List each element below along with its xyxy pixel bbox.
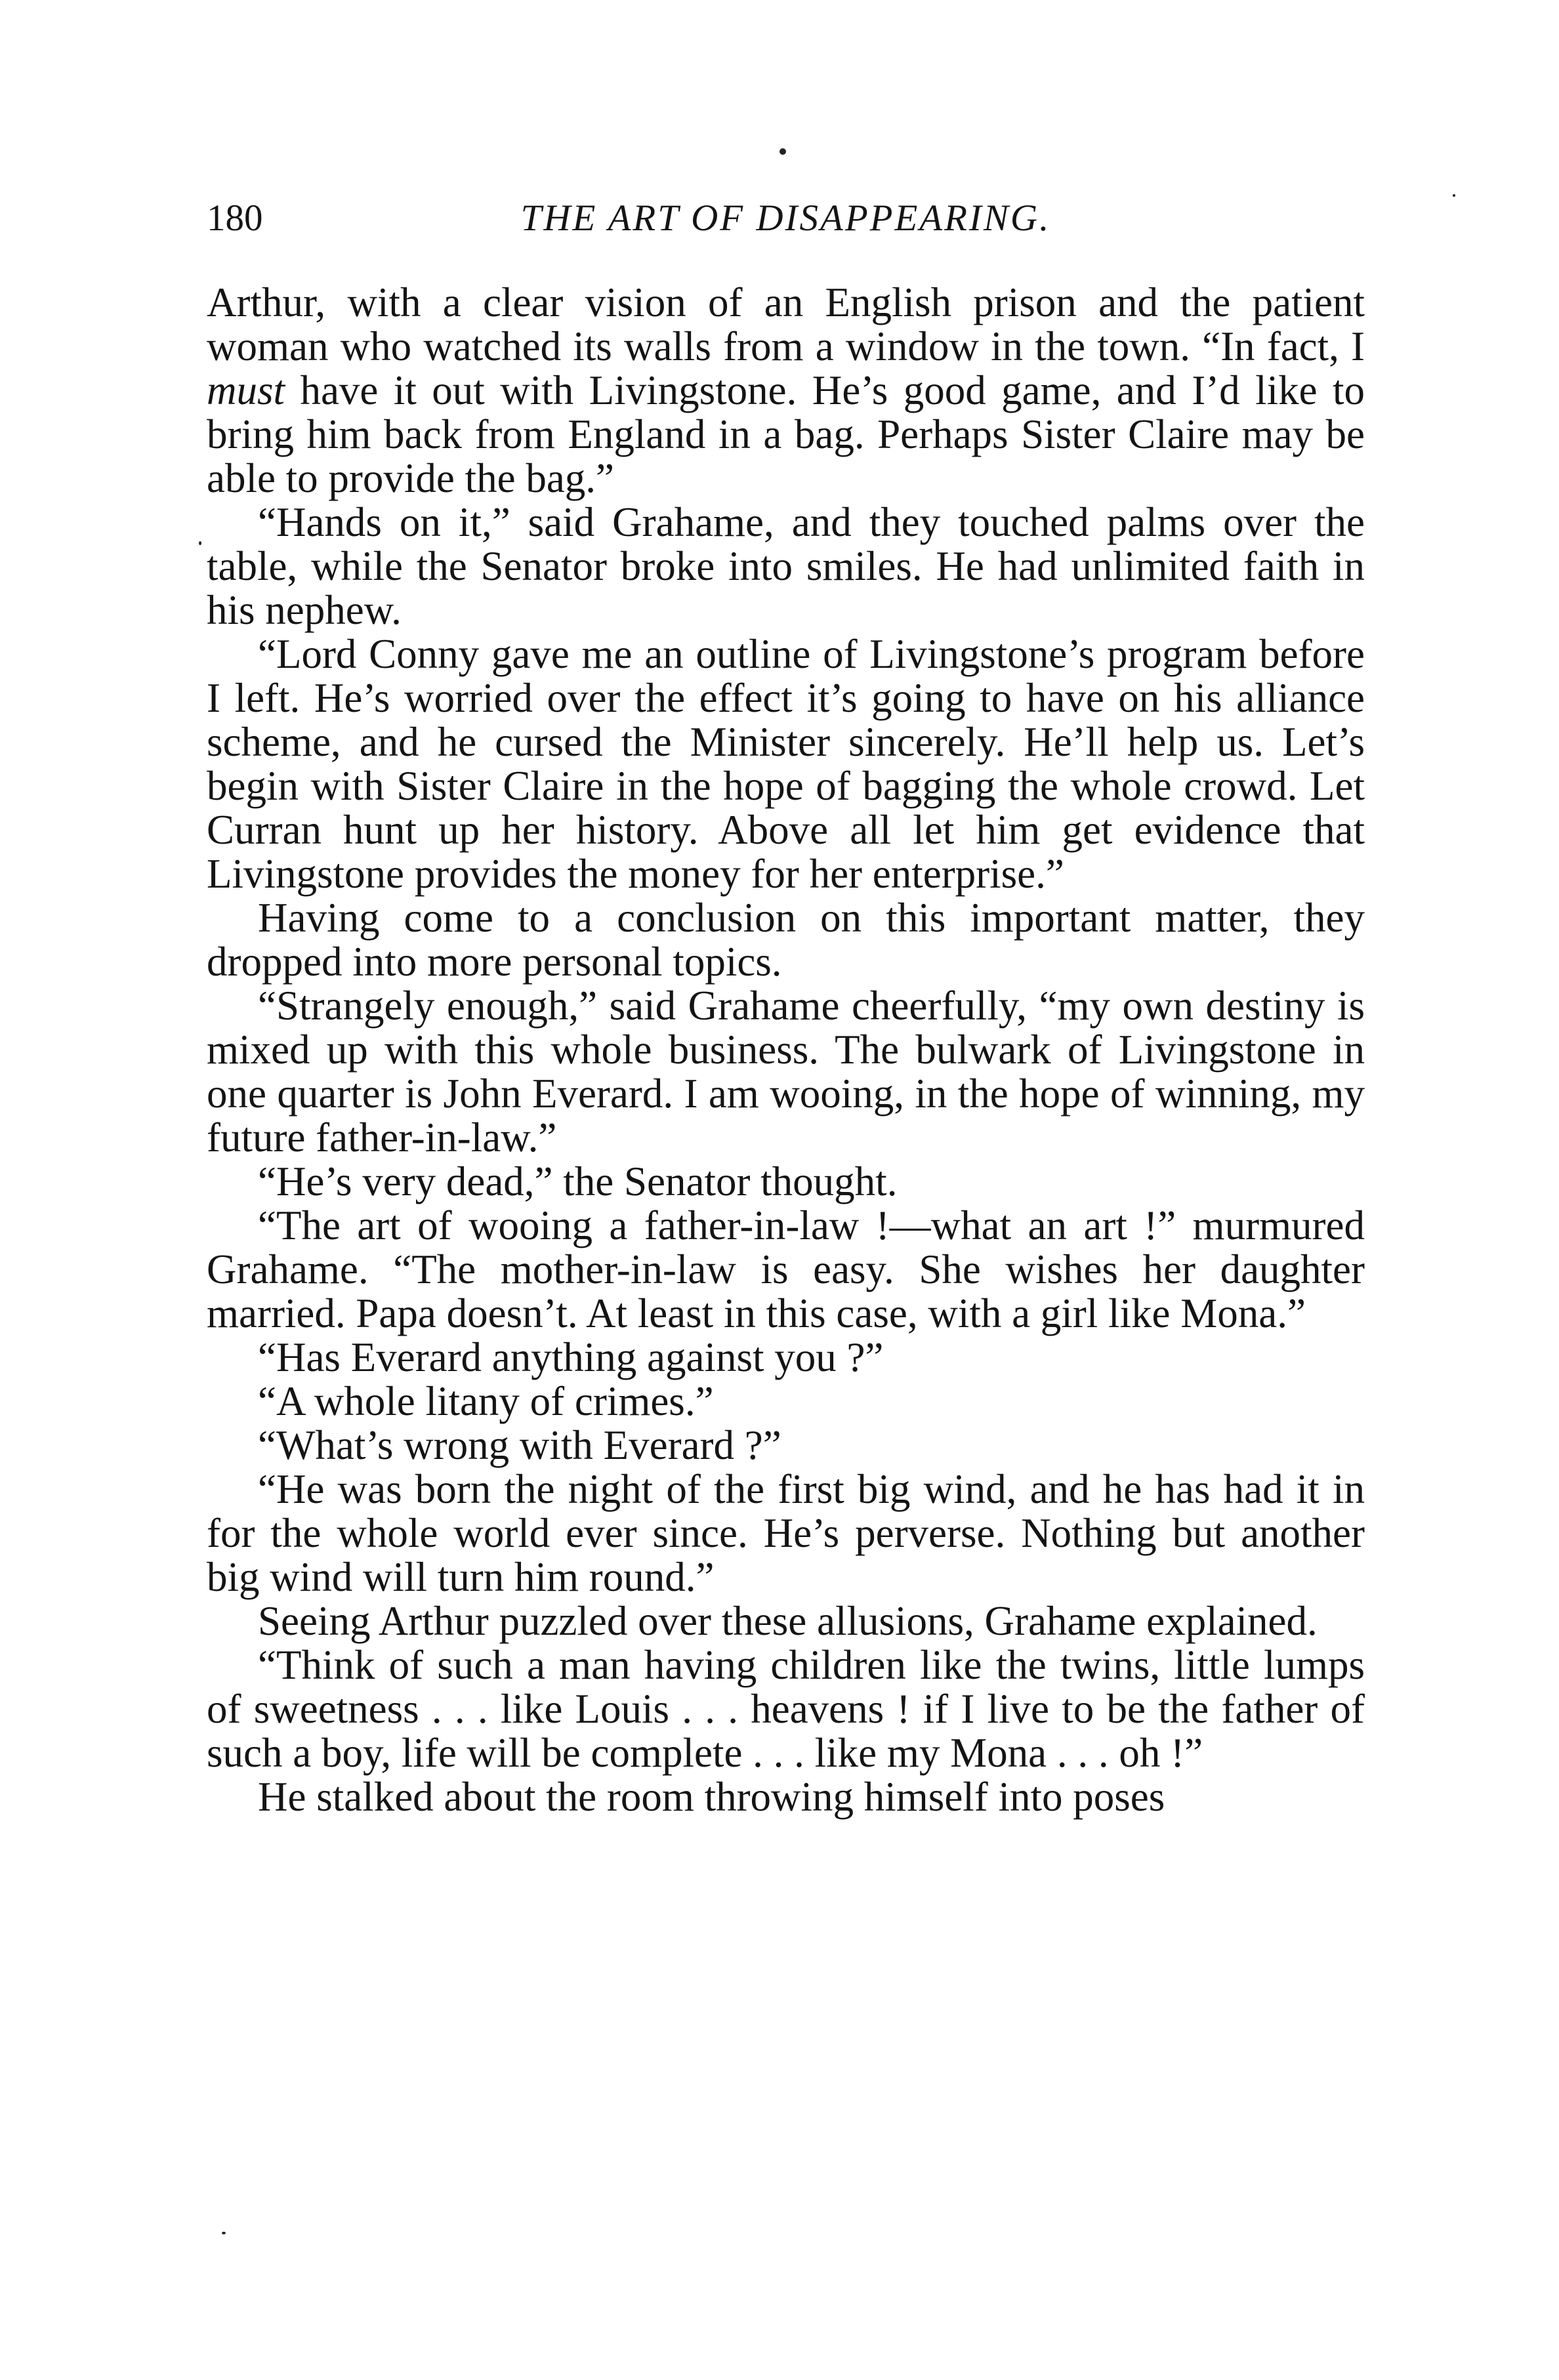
paragraph-text: have it out with Livingstone. He’s good game, and I’d like to bring him back from England in a bag. Perhaps Sister Claire may be able to provide the bag.”	[207, 367, 1365, 501]
paragraph: Seeing Arthur puzzled over these allusions, Grahame explained.	[258, 1598, 1318, 1644]
page-number: 180	[207, 197, 263, 239]
book-page	[207, 197, 1365, 1819]
paragraph: “What’s wrong with Everard ?”	[258, 1422, 781, 1468]
paragraph: “The art of wooing a father-in-law !—what an art !” murmured Grahame. “The mother-in-law is easy. She wishes her daughter married. Papa doesn’t. At least in this case, with a girl like Mona.”	[207, 1202, 1365, 1336]
paragraph: He stalked about the room throwing himself into poses	[258, 1774, 1165, 1820]
page-header	[207, 197, 1365, 256]
body-text	[207, 281, 1365, 1819]
paragraph: “He’s very dead,” the Senator thought.	[258, 1159, 898, 1204]
ink-speck	[780, 148, 786, 155]
paragraph: “Think of such a man having children like the twins, little lumps of sweetness . . . like Louis . . . heavens ! if I live to be the father of such a boy, life will be complete . . . like my Mona . . . oh !”	[207, 1642, 1365, 1776]
running-title: THE ART OF DISAPPEARING.	[520, 197, 1051, 239]
paragraph	[207, 281, 1365, 501]
ink-speck	[1453, 194, 1455, 197]
ink-speck	[199, 541, 201, 545]
paragraph: “Lord Conny gave me an outline of Livingstone’s program before I left. He’s worried over the effect it’s going to have on his alliance scheme, and he cursed the Minister sincerely. He’ll help us. Let’s begin with Sister Claire in the hope of bagging the whole crowd. Let Curran hunt up her history. Above all let him get evidence that Livingstone provides the money for her enterprise.”	[207, 631, 1365, 897]
paragraph-text: Arthur, with a clear vision of an English prison and the patient woman who watched its walls from a window in the town. “In fact, I	[207, 279, 1365, 369]
ink-speck	[222, 2232, 226, 2234]
paragraph: “A whole litany of crimes.”	[258, 1378, 714, 1424]
paragraph: “Has Everard anything against you ?”	[258, 1334, 884, 1380]
paragraph: “Hands on it,” said Grahame, and they touched palms over the table, while the Senator broke into smiles. He had unlimited faith in his nephew.	[207, 499, 1365, 633]
paragraph: Having come to a conclusion on this important matter, they dropped into more personal topics.	[207, 895, 1365, 985]
paragraph: “He was born the night of the first big wind, and he has had it in for the whole world ever since. He’s perverse. Nothing but another big wind will turn him round.”	[207, 1466, 1365, 1600]
emphasis-text: must	[207, 367, 285, 413]
paragraph: “Strangely enough,” said Grahame cheerfully, “my own destiny is mixed up with this whole business. The bulwark of Livingstone in one quarter is John Everard. I am wooing, in the hope of winning, my future father-in-law.”	[207, 983, 1365, 1160]
